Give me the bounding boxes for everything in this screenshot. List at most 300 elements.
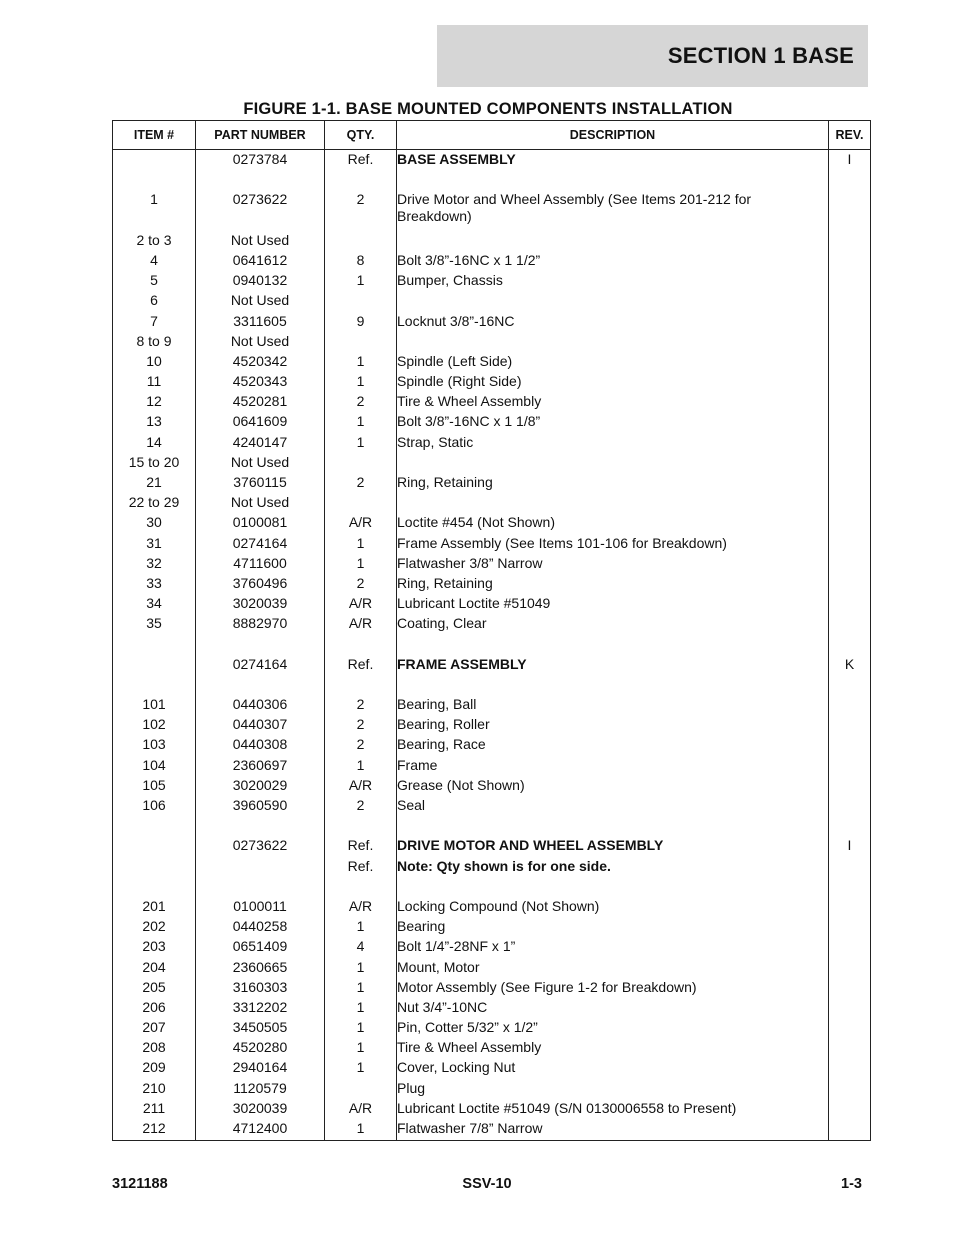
- item-cell: 10: [113, 353, 196, 373]
- table-row: [113, 716, 871, 736]
- item-cell: 22 to 29: [113, 494, 196, 514]
- description-cell: Frame: [397, 757, 829, 777]
- rev-cell: [829, 636, 871, 656]
- filler-cell: [196, 1140, 325, 1141]
- qty-cell: 2: [325, 393, 397, 413]
- rev-cell: [829, 918, 871, 938]
- part-number-cell: 2360697: [196, 757, 325, 777]
- rev-cell: [829, 252, 871, 272]
- item-cell: 8 to 9: [113, 333, 196, 353]
- item-cell: 14: [113, 434, 196, 454]
- part-number-cell: Not Used: [196, 494, 325, 514]
- part-number-cell: 0274164: [196, 535, 325, 555]
- description-cell: Seal: [397, 797, 829, 817]
- qty-cell: 2: [325, 716, 397, 736]
- table-row: [113, 454, 871, 474]
- table-row: [113, 938, 871, 958]
- part-number-cell: 3760115: [196, 474, 325, 494]
- part-number-cell: 2360665: [196, 959, 325, 979]
- qty-cell: [325, 232, 397, 252]
- part-number-cell: 0273622: [196, 191, 325, 231]
- table-row: [113, 313, 871, 333]
- header-item: ITEM #: [113, 121, 196, 150]
- item-cell: 211: [113, 1100, 196, 1120]
- qty-cell: 1: [325, 353, 397, 373]
- rev-cell: [829, 171, 871, 191]
- qty-cell: 2: [325, 474, 397, 494]
- qty-cell: A/R: [325, 595, 397, 615]
- table-row: [113, 575, 871, 595]
- qty-cell: [325, 292, 397, 312]
- item-cell: [113, 676, 196, 696]
- table-row: [113, 918, 871, 938]
- item-cell: 106: [113, 797, 196, 817]
- rev-cell: [829, 878, 871, 898]
- qty-cell: [325, 494, 397, 514]
- part-number-cell: 3020039: [196, 595, 325, 615]
- part-number-cell: 3312202: [196, 999, 325, 1019]
- description-cell: DRIVE MOTOR AND WHEEL ASSEMBLY: [397, 837, 829, 857]
- part-number-cell: 0274164: [196, 656, 325, 676]
- item-cell: 31: [113, 535, 196, 555]
- description-cell: [397, 494, 829, 514]
- item-cell: 207: [113, 1019, 196, 1039]
- item-cell: 104: [113, 757, 196, 777]
- qty-cell: 2: [325, 696, 397, 716]
- table-row: [113, 373, 871, 393]
- description-cell: Motor Assembly (See Figure 1-2 for Breakdown): [397, 979, 829, 999]
- qty-cell: 1: [325, 373, 397, 393]
- rev-cell: [829, 757, 871, 777]
- rev-cell: [829, 595, 871, 615]
- qty-cell: 1: [325, 1039, 397, 1059]
- qty-cell: 1: [325, 999, 397, 1019]
- description-cell: Bumper, Chassis: [397, 272, 829, 292]
- qty-cell: 1: [325, 757, 397, 777]
- part-number-cell: 1120579: [196, 1080, 325, 1100]
- description-cell: Ring, Retaining: [397, 575, 829, 595]
- table-row: [113, 474, 871, 494]
- part-number-cell: 3020039: [196, 1100, 325, 1120]
- figure-title: FIGURE 1-1. BASE MOUNTED COMPONENTS INSTALLATION: [243, 100, 733, 118]
- footer-model: SSV-10: [462, 1176, 512, 1192]
- table-row-filler: [113, 1140, 871, 1141]
- parts-table: [112, 120, 871, 1141]
- rev-cell: [829, 898, 871, 918]
- rev-cell: [829, 535, 871, 555]
- qty-cell: A/R: [325, 615, 397, 635]
- description-cell: FRAME ASSEMBLY: [397, 656, 829, 676]
- qty-cell: A/R: [325, 514, 397, 534]
- table-row: [113, 292, 871, 312]
- part-number-cell: 0641612: [196, 252, 325, 272]
- description-cell: Bearing, Race: [397, 736, 829, 756]
- header-part-number: PART NUMBER: [196, 121, 325, 150]
- description-cell: Ring, Retaining: [397, 474, 829, 494]
- part-number-cell: 0440308: [196, 736, 325, 756]
- part-number-cell: 0100011: [196, 898, 325, 918]
- part-number-cell: Not Used: [196, 232, 325, 252]
- table-row: [113, 535, 871, 555]
- description-cell: Locking Compound (Not Shown): [397, 898, 829, 918]
- description-cell: [397, 817, 829, 837]
- item-cell: 202: [113, 918, 196, 938]
- page-footer: [112, 1176, 862, 1196]
- qty-cell: 1: [325, 535, 397, 555]
- description-cell: Frame Assembly (See Items 101-106 for Breakdown): [397, 535, 829, 555]
- description-cell: Tire & Wheel Assembly: [397, 393, 829, 413]
- rev-cell: [829, 959, 871, 979]
- table-header-row: [113, 121, 871, 150]
- rev-cell: K: [829, 656, 871, 676]
- item-cell: 12: [113, 393, 196, 413]
- item-cell: [113, 636, 196, 656]
- rev-cell: [829, 858, 871, 878]
- qty-cell: 1: [325, 555, 397, 575]
- table-row: [113, 171, 871, 191]
- item-cell: 6: [113, 292, 196, 312]
- rev-cell: I: [829, 150, 871, 172]
- description-cell: Locknut 3/8”-16NC: [397, 313, 829, 333]
- item-cell: 101: [113, 696, 196, 716]
- item-cell: 204: [113, 959, 196, 979]
- part-number-cell: 0651409: [196, 938, 325, 958]
- part-number-cell: 4712400: [196, 1120, 325, 1140]
- rev-cell: I: [829, 837, 871, 857]
- qty-cell: 2: [325, 575, 397, 595]
- table-row: [113, 1039, 871, 1059]
- rev-cell: [829, 413, 871, 433]
- item-cell: 30: [113, 514, 196, 534]
- table-row: [113, 615, 871, 635]
- item-cell: [113, 656, 196, 676]
- header-description: DESCRIPTION: [397, 121, 829, 150]
- qty-cell: 2: [325, 797, 397, 817]
- qty-cell: 9: [325, 313, 397, 333]
- description-cell: Grease (Not Shown): [397, 777, 829, 797]
- item-cell: 102: [113, 716, 196, 736]
- qty-cell: 2: [325, 191, 397, 231]
- item-cell: 21: [113, 474, 196, 494]
- rev-cell: [829, 454, 871, 474]
- qty-cell: 1: [325, 272, 397, 292]
- qty-cell: 1: [325, 979, 397, 999]
- qty-cell: 1: [325, 959, 397, 979]
- filler-cell: [325, 1140, 397, 1141]
- description-cell: BASE ASSEMBLY: [397, 150, 829, 172]
- part-number-cell: [196, 878, 325, 898]
- qty-cell: A/R: [325, 777, 397, 797]
- description-cell: [397, 878, 829, 898]
- section-header: [437, 25, 868, 87]
- part-number-cell: 0940132: [196, 272, 325, 292]
- item-cell: 209: [113, 1059, 196, 1079]
- table-row: [113, 817, 871, 837]
- part-number-cell: 0440306: [196, 696, 325, 716]
- section-title: SECTION 1 BASE: [667, 43, 854, 68]
- table-row: [113, 333, 871, 353]
- description-cell: Pin, Cotter 5/32” x 1/2”: [397, 1019, 829, 1039]
- qty-cell: 4: [325, 938, 397, 958]
- description-cell: Flatwasher 7/8” Narrow: [397, 1120, 829, 1140]
- description-cell: Spindle (Left Side): [397, 353, 829, 373]
- description-cell: Strap, Static: [397, 434, 829, 454]
- filler-cell: [113, 1140, 196, 1141]
- rev-cell: [829, 555, 871, 575]
- table-row: [113, 150, 871, 172]
- item-cell: 5: [113, 272, 196, 292]
- item-cell: 15 to 20: [113, 454, 196, 474]
- table-row: [113, 858, 871, 878]
- part-number-cell: [196, 817, 325, 837]
- qty-cell: Ref.: [325, 858, 397, 878]
- rev-cell: [829, 1100, 871, 1120]
- rev-cell: [829, 817, 871, 837]
- table-row: [113, 252, 871, 272]
- qty-cell: [325, 1080, 397, 1100]
- table-row: [113, 736, 871, 756]
- rev-cell: [829, 575, 871, 595]
- table-row: [113, 999, 871, 1019]
- item-cell: 13: [113, 413, 196, 433]
- description-cell: Drive Motor and Wheel Assembly (See Items 201-212 for Breakdown): [397, 191, 829, 231]
- part-number-cell: Not Used: [196, 292, 325, 312]
- part-number-cell: 0273784: [196, 150, 325, 172]
- rev-cell: [829, 434, 871, 454]
- description-cell: Bolt 3/8”-16NC x 1 1/2”: [397, 252, 829, 272]
- rev-cell: [829, 999, 871, 1019]
- rev-cell: [829, 716, 871, 736]
- part-number-cell: 0641609: [196, 413, 325, 433]
- part-number-cell: [196, 636, 325, 656]
- table-row: [113, 232, 871, 252]
- description-cell: Flatwasher 3/8” Narrow: [397, 555, 829, 575]
- description-cell: Nut 3/4”-10NC: [397, 999, 829, 1019]
- qty-cell: 2: [325, 736, 397, 756]
- item-cell: 34: [113, 595, 196, 615]
- rev-cell: [829, 777, 871, 797]
- description-cell: Bearing, Ball: [397, 696, 829, 716]
- rev-cell: [829, 1120, 871, 1140]
- table-row: [113, 979, 871, 999]
- part-number-cell: 0440307: [196, 716, 325, 736]
- part-number-cell: 3760496: [196, 575, 325, 595]
- table-row: [113, 676, 871, 696]
- description-cell: Spindle (Right Side): [397, 373, 829, 393]
- filler-cell: [397, 1140, 829, 1141]
- rev-cell: [829, 615, 871, 635]
- qty-cell: 1: [325, 413, 397, 433]
- part-number-cell: 4520342: [196, 353, 325, 373]
- rev-cell: [829, 514, 871, 534]
- rev-cell: [829, 1019, 871, 1039]
- item-cell: 7: [113, 313, 196, 333]
- table-row: [113, 696, 871, 716]
- rev-cell: [829, 1080, 871, 1100]
- qty-cell: 1: [325, 1019, 397, 1039]
- item-cell: 32: [113, 555, 196, 575]
- filler-cell: [829, 1140, 871, 1141]
- rev-cell: [829, 696, 871, 716]
- description-cell: [397, 292, 829, 312]
- part-number-cell: 0440258: [196, 918, 325, 938]
- item-cell: [113, 858, 196, 878]
- table-row: [113, 878, 871, 898]
- rev-cell: [829, 938, 871, 958]
- qty-cell: [325, 636, 397, 656]
- rev-cell: [829, 353, 871, 373]
- part-number-cell: 3311605: [196, 313, 325, 333]
- table-row: [113, 514, 871, 534]
- table-row: [113, 272, 871, 292]
- part-number-cell: 3960590: [196, 797, 325, 817]
- table-row: [113, 1120, 871, 1140]
- item-cell: 103: [113, 736, 196, 756]
- table-row: [113, 393, 871, 413]
- qty-cell: [325, 676, 397, 696]
- description-cell: [397, 333, 829, 353]
- qty-cell: 8: [325, 252, 397, 272]
- item-cell: 2 to 3: [113, 232, 196, 252]
- qty-cell: 1: [325, 918, 397, 938]
- item-cell: 35: [113, 615, 196, 635]
- description-cell: Bearing, Roller: [397, 716, 829, 736]
- item-cell: 205: [113, 979, 196, 999]
- qty-cell: A/R: [325, 1100, 397, 1120]
- qty-cell: [325, 333, 397, 353]
- item-cell: [113, 171, 196, 191]
- qty-cell: 1: [325, 434, 397, 454]
- item-cell: 105: [113, 777, 196, 797]
- header-rev: REV.: [829, 121, 871, 150]
- description-cell: Bolt 1/4”-28NF x 1”: [397, 938, 829, 958]
- description-cell: Loctite #454 (Not Shown): [397, 514, 829, 534]
- item-cell: 212: [113, 1120, 196, 1140]
- part-number-cell: 3450505: [196, 1019, 325, 1039]
- description-cell: Coating, Clear: [397, 615, 829, 635]
- qty-cell: Ref.: [325, 837, 397, 857]
- rev-cell: [829, 333, 871, 353]
- header-qty: QTY.: [325, 121, 397, 150]
- footer-doc-number: 3121188: [112, 1176, 168, 1192]
- table-row: [113, 555, 871, 575]
- table-row: [113, 757, 871, 777]
- table-row: [113, 434, 871, 454]
- qty-cell: 1: [325, 1120, 397, 1140]
- qty-cell: [325, 817, 397, 837]
- table-row: [113, 959, 871, 979]
- description-cell: Mount, Motor: [397, 959, 829, 979]
- part-number-cell: Not Used: [196, 333, 325, 353]
- table-row: [113, 353, 871, 373]
- item-cell: 210: [113, 1080, 196, 1100]
- rev-cell: [829, 1059, 871, 1079]
- description-cell: [397, 676, 829, 696]
- part-number-cell: 8882970: [196, 615, 325, 635]
- qty-cell: 1: [325, 1059, 397, 1079]
- description-cell: Cover, Locking Nut: [397, 1059, 829, 1079]
- description-cell: Lubricant Loctite #51049 (S/N 0130006558 to Present): [397, 1100, 829, 1120]
- table-row: [113, 777, 871, 797]
- item-cell: 4: [113, 252, 196, 272]
- item-cell: [113, 837, 196, 857]
- table-row: [113, 191, 871, 231]
- qty-cell: Ref.: [325, 150, 397, 172]
- part-number-cell: 3020029: [196, 777, 325, 797]
- item-cell: [113, 878, 196, 898]
- rev-cell: [829, 313, 871, 333]
- description-cell: [397, 636, 829, 656]
- part-number-cell: Not Used: [196, 454, 325, 474]
- description-cell: Lubricant Loctite #51049: [397, 595, 829, 615]
- description-cell: Bearing: [397, 918, 829, 938]
- table-row: [113, 636, 871, 656]
- part-number-cell: 4711600: [196, 555, 325, 575]
- part-number-cell: [196, 171, 325, 191]
- qty-cell: [325, 454, 397, 474]
- description-cell: [397, 171, 829, 191]
- part-number-cell: 4520280: [196, 1039, 325, 1059]
- item-cell: [113, 817, 196, 837]
- table-row: [113, 413, 871, 433]
- rev-cell: [829, 272, 871, 292]
- item-cell: 201: [113, 898, 196, 918]
- table-row: [113, 1059, 871, 1079]
- rev-cell: [829, 797, 871, 817]
- table-row: [113, 656, 871, 676]
- parts-table-body: [113, 150, 871, 1141]
- part-number-cell: 0100081: [196, 514, 325, 534]
- part-number-cell: 3160303: [196, 979, 325, 999]
- rev-cell: [829, 393, 871, 413]
- item-cell: 1: [113, 191, 196, 231]
- part-number-cell: [196, 858, 325, 878]
- part-number-cell: 4520343: [196, 373, 325, 393]
- table-row: [113, 494, 871, 514]
- rev-cell: [829, 373, 871, 393]
- description-cell: [397, 232, 829, 252]
- item-cell: 11: [113, 373, 196, 393]
- rev-cell: [829, 474, 871, 494]
- part-number-cell: 4240147: [196, 434, 325, 454]
- qty-cell: [325, 878, 397, 898]
- part-number-cell: 2940164: [196, 1059, 325, 1079]
- item-cell: 206: [113, 999, 196, 1019]
- description-cell: Plug: [397, 1080, 829, 1100]
- table-row: [113, 797, 871, 817]
- description-cell: Note: Qty shown is for one side.: [397, 858, 829, 878]
- rev-cell: [829, 494, 871, 514]
- item-cell: 208: [113, 1039, 196, 1059]
- part-number-cell: [196, 676, 325, 696]
- description-cell: Tire & Wheel Assembly: [397, 1039, 829, 1059]
- rev-cell: [829, 232, 871, 252]
- description-cell: [397, 454, 829, 474]
- rev-cell: [829, 736, 871, 756]
- qty-cell: [325, 171, 397, 191]
- rev-cell: [829, 979, 871, 999]
- rev-cell: [829, 676, 871, 696]
- rev-cell: [829, 292, 871, 312]
- item-cell: 203: [113, 938, 196, 958]
- qty-cell: A/R: [325, 898, 397, 918]
- item-cell: [113, 150, 196, 172]
- table-row: [113, 898, 871, 918]
- part-number-cell: 4520281: [196, 393, 325, 413]
- item-cell: 33: [113, 575, 196, 595]
- part-number-cell: 0273622: [196, 837, 325, 857]
- rev-cell: [829, 191, 871, 231]
